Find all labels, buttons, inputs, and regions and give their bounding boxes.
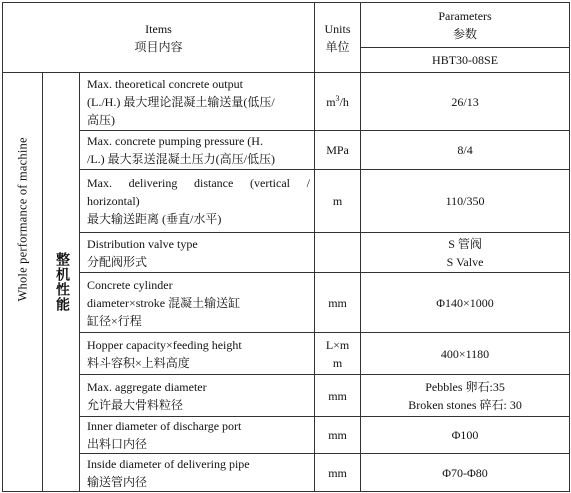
header-model: HBT30-08SE bbox=[361, 48, 570, 73]
header-row bbox=[3, 3, 570, 48]
header-units-zh: 单位 bbox=[325, 39, 350, 54]
value-line: S Valve bbox=[446, 254, 484, 269]
item-line: Hopper capacity×feeding height bbox=[87, 337, 242, 352]
table-row bbox=[3, 170, 570, 233]
unit-cell: mm bbox=[315, 273, 361, 333]
item-line: Max. aggregate diameter bbox=[87, 379, 207, 394]
item-cell bbox=[80, 73, 315, 131]
table-row bbox=[3, 233, 570, 273]
value-cell bbox=[361, 233, 570, 273]
value-cell bbox=[361, 131, 570, 170]
group-label-zh-cell bbox=[43, 73, 80, 492]
header-items bbox=[3, 3, 315, 73]
group-label-en-cell bbox=[3, 73, 43, 492]
unit-cell: mm bbox=[315, 454, 361, 492]
item-cell bbox=[80, 375, 315, 417]
item-line: (L./H.) 最大理论混凝土输送量(低压/ bbox=[87, 94, 275, 109]
item-line: 出料口内径 bbox=[87, 437, 148, 451]
item-cell bbox=[80, 170, 315, 233]
header-params bbox=[361, 3, 570, 48]
item-line: 缸径×行程 bbox=[87, 313, 142, 328]
value-line: 110/350 bbox=[445, 194, 485, 208]
item-line: 允许最大骨料粒径 bbox=[87, 397, 184, 412]
table-row bbox=[3, 454, 570, 492]
item-line: 料斗容积×上料高度 bbox=[87, 355, 190, 370]
item-line: 分配阀形式 bbox=[87, 254, 148, 269]
item-line: 高压) bbox=[87, 112, 115, 127]
item-cell bbox=[80, 333, 315, 375]
table-row bbox=[3, 73, 570, 131]
item-cell bbox=[80, 233, 315, 273]
item-cell bbox=[80, 131, 315, 170]
unit-cell bbox=[315, 73, 361, 131]
header-items-zh: 项目内容 bbox=[134, 39, 183, 54]
unit-base: m bbox=[326, 94, 336, 109]
header-params-zh: 参数 bbox=[453, 27, 478, 41]
unit-superscript: 3 bbox=[335, 93, 340, 103]
table-row bbox=[3, 333, 570, 375]
table-row bbox=[3, 375, 570, 417]
unit-cell: MPa bbox=[315, 131, 361, 170]
item-line: Max. delivering distance (vertical / bbox=[87, 176, 311, 190]
item-line: horizontal) bbox=[87, 194, 140, 208]
value-line: S 管阀 bbox=[448, 236, 482, 251]
value-cell bbox=[361, 454, 570, 492]
header-units bbox=[315, 3, 361, 73]
header-units-en: Units bbox=[324, 21, 351, 36]
item-line: Inside diameter of delivering pipe bbox=[87, 456, 250, 471]
value-cell bbox=[361, 333, 570, 375]
item-line: Concrete cylinder bbox=[87, 277, 173, 292]
value-line: Broken stones 碎石: 30 bbox=[408, 397, 522, 412]
unit-cell: mm bbox=[315, 375, 361, 417]
value-cell bbox=[361, 170, 570, 233]
value-line: Φ140×1000 bbox=[436, 295, 494, 310]
group-label-en: Whole performance of machine bbox=[15, 137, 30, 302]
table-row bbox=[3, 273, 570, 333]
item-line: Inner diameter of discharge port bbox=[87, 419, 242, 433]
value-line: Φ70-Φ80 bbox=[442, 465, 488, 480]
item-cell bbox=[80, 417, 315, 454]
value-line: Pebbles 卵石:35 bbox=[425, 379, 505, 394]
table-row bbox=[3, 417, 570, 454]
unit-cell bbox=[315, 233, 361, 273]
item-cell bbox=[80, 454, 315, 492]
value-cell bbox=[361, 73, 570, 131]
unit-tail: /h bbox=[339, 94, 349, 109]
item-line: Max. concrete pumping pressure (H. bbox=[87, 134, 263, 148]
item-cell bbox=[80, 273, 315, 333]
unit-line: m bbox=[332, 355, 343, 370]
value-line: 400×1180 bbox=[440, 346, 490, 361]
spec-table bbox=[2, 2, 570, 492]
item-line: Distribution valve type bbox=[87, 236, 198, 251]
unit-line: L×m bbox=[325, 337, 350, 352]
table-row bbox=[3, 131, 570, 170]
value-line: 8/4 bbox=[457, 143, 473, 157]
unit-cell: mm bbox=[315, 417, 361, 454]
unit-cell bbox=[315, 333, 361, 375]
value-cell bbox=[361, 417, 570, 454]
value-cell bbox=[361, 375, 570, 417]
value-cell bbox=[361, 273, 570, 333]
item-line: diameter×stroke 混凝土输送缸 bbox=[87, 295, 241, 310]
item-line: /L.) 最大泵送混凝土压力(高压/低压) bbox=[87, 152, 275, 166]
value-line: Φ100 bbox=[451, 428, 479, 442]
value-line: 26/13 bbox=[451, 94, 479, 109]
item-line: 最大输送距离 (垂直/水平) bbox=[87, 212, 222, 226]
header-params-en: Parameters bbox=[438, 9, 492, 23]
item-line: 输送管内径 bbox=[87, 474, 148, 489]
group-label-zh: 整机性能 bbox=[54, 252, 69, 312]
header-items-en: Items bbox=[145, 21, 172, 36]
unit-cell: m bbox=[315, 170, 361, 233]
item-line: Max. theoretical concrete output bbox=[87, 76, 243, 91]
